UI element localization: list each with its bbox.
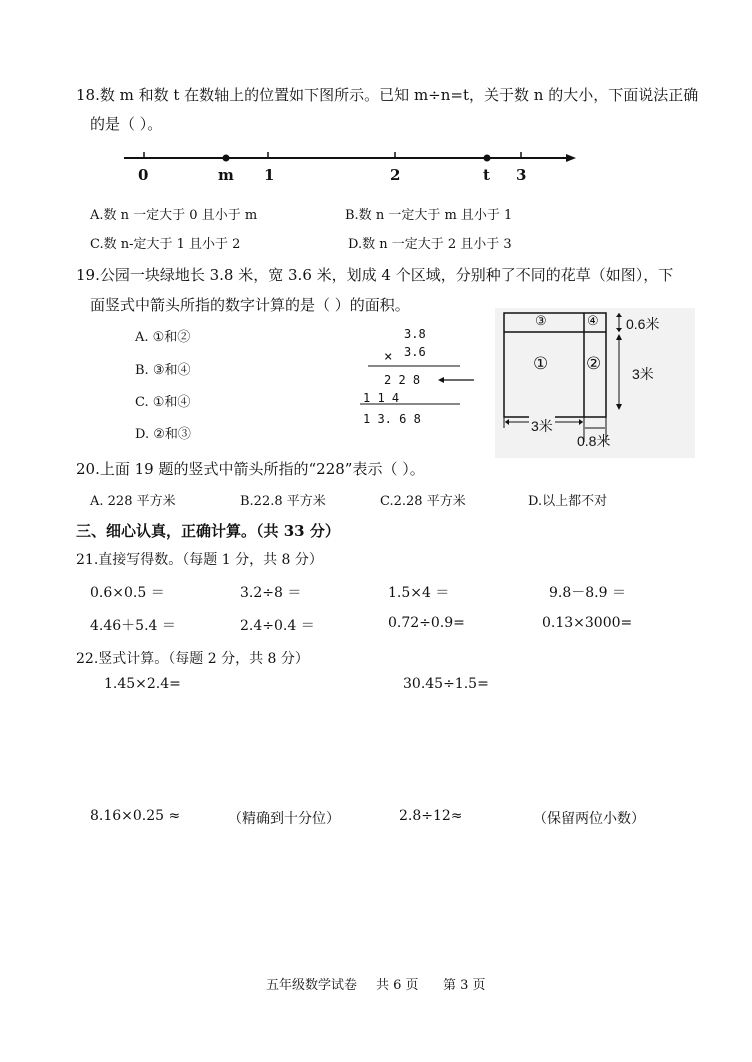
axis-label-2: 2 — [390, 166, 401, 184]
q22-item-1: 1.45×2.4= — [104, 676, 181, 692]
q20-option-a: A. 228 平方米 — [90, 494, 176, 509]
axis-label-3: 3 — [516, 166, 527, 184]
q19-option-a: A. ①和② — [135, 330, 191, 345]
dim-0-8m: 0.8米 — [577, 433, 611, 449]
q18-option-c: C.数 n-定大于 1 且小于 2 — [90, 237, 241, 252]
q20-line1: 20.上面 19 题的竖式中箭头所指的“228”表示（ ）。 — [76, 460, 425, 478]
q20-option-c: C.2.28 平方米 — [380, 494, 466, 509]
garden-figure — [0, 0, 752, 460]
axis-label-m: m — [218, 166, 234, 184]
footer-page-number: 第 3 页 — [443, 978, 486, 993]
q18-option-a: A.数 n 一定大于 0 且小于 m — [90, 208, 258, 223]
q19-option-d: D. ②和③ — [135, 427, 191, 442]
q21-item-4: 9.8－8.9 ＝ — [549, 585, 626, 601]
region-1-label: ① — [533, 354, 549, 374]
q18-line1: 18.数 m 和数 t 在数轴上的位置如下图所示。已知 m÷n=t，关于数 n 的大小，下面说法正确 — [76, 86, 699, 104]
q21-item-2: 3.2÷8 ＝ — [240, 585, 302, 601]
dim-3m-bottom: 3米 — [531, 418, 553, 434]
footer-title: 五年级数学试卷 — [266, 978, 358, 993]
calc-row-multiplier: 3.6 — [404, 345, 426, 359]
q21-item-1: 0.6×0.5 ＝ — [90, 585, 165, 601]
calc-row-partial-228: 2 2 8 — [384, 373, 421, 387]
q19-line1: 19.公园一块绿地长 3.8 米，宽 3.6 米，划成 4 个区域，分别种了不同的花草（如图），下 — [76, 266, 674, 284]
q19-line2: 面竖式中箭头所指的数字计算的是（ ）的面积。 — [90, 296, 410, 314]
section-3-title: 三、细心认真，正确计算。（共 33 分） — [76, 522, 340, 540]
calc-row-partial-114: 1 1 4 — [363, 391, 400, 405]
q21-item-6: 2.4÷0.4 ＝ — [240, 618, 315, 634]
q20-option-b: B.22.8 平方米 — [240, 494, 326, 509]
q22-item-3-note: （精确到十分位） — [228, 811, 340, 827]
calc-row-result: 1 3. 6 8 — [363, 412, 421, 426]
dim-3m-right: 3米 — [632, 366, 654, 382]
region-4-label: ④ — [587, 314, 599, 329]
q21-item-8: 0.13×3000= — [542, 615, 633, 631]
calc-times-sign: × — [384, 349, 393, 365]
footer-total-pages: 共 6 页 — [376, 978, 419, 993]
q21-title: 21.直接写得数。（每题 1 分，共 8 分） — [76, 552, 323, 568]
q21-item-7: 0.72÷0.9= — [388, 615, 465, 631]
region-3-label: ③ — [535, 314, 547, 329]
q19-option-c: C. ①和④ — [135, 395, 191, 410]
calc-row-multiplicand: 3.8 — [404, 327, 426, 341]
q22-item-4: 2.8÷12≈ — [399, 808, 463, 824]
q21-item-5: 4.46＋5.4 ＝ — [90, 618, 176, 634]
q19-option-b: B. ③和④ — [135, 363, 191, 378]
region-2-label: ② — [586, 354, 602, 374]
q18-option-d: D.数 n 一定大于 2 且小于 3 — [348, 237, 512, 252]
axis-label-1: 1 — [264, 166, 275, 184]
q22-item-4-note: （保留两位小数） — [533, 811, 645, 827]
q22-title: 22.竖式计算。（每题 2 分，共 8 分） — [76, 651, 309, 667]
q22-item-2: 30.45÷1.5= — [403, 676, 489, 692]
q18-option-b: B.数 n 一定大于 m 且小于 1 — [345, 208, 513, 223]
axis-label-t: t — [483, 166, 490, 184]
q22-item-3: 8.16×0.25 ≈ — [90, 808, 181, 824]
q18-line2: 的是（ ）。 — [90, 115, 163, 133]
axis-label-0: 0 — [138, 166, 149, 184]
q21-item-3: 1.5×4 ＝ — [388, 585, 450, 601]
q20-option-d: D.以上都不对 — [528, 494, 608, 509]
dim-0-6m: 0.6米 — [626, 316, 660, 332]
